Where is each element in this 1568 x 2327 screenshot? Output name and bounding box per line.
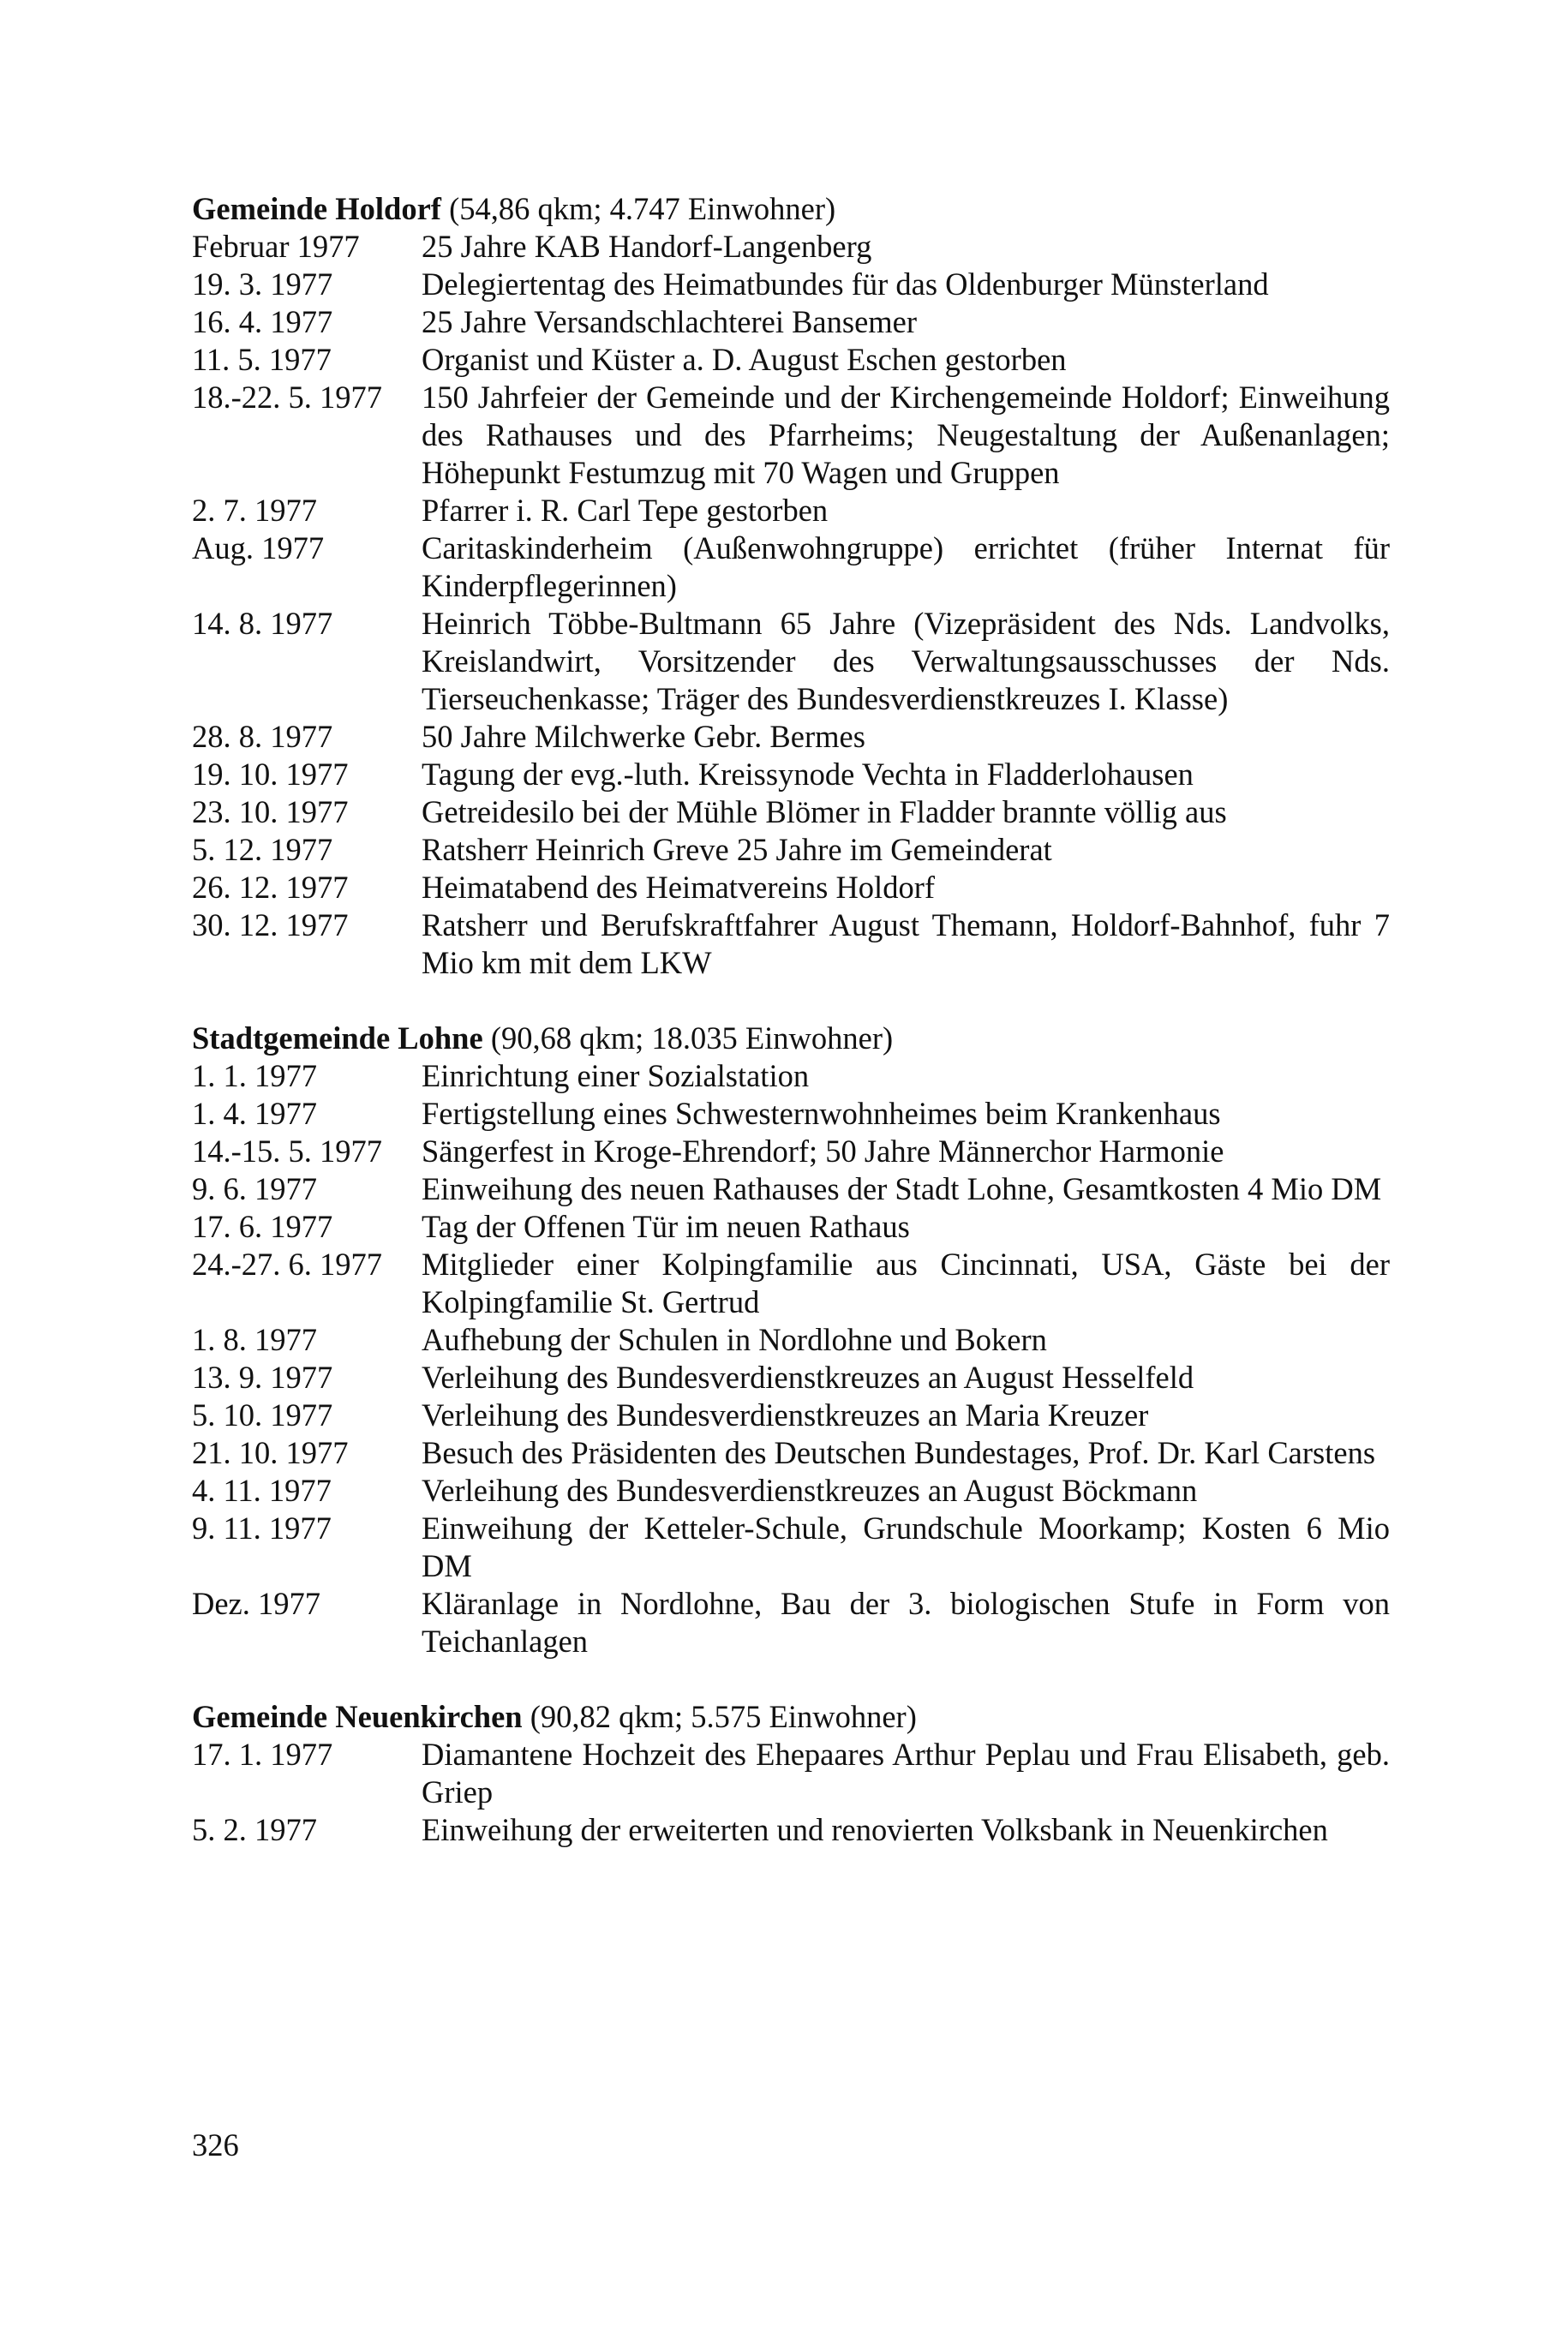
- entry-date: 13. 9. 1977: [192, 1360, 333, 1395]
- entry-text: Verleihung des Bundesverdienstkreuzes an August Hesselfeld: [422, 1360, 1194, 1395]
- entry-row: [192, 869, 1390, 906]
- entry-text: Besuch des Präsidenten des Deutschen Bundestages, Prof. Dr. Karl Carstens: [422, 1435, 1376, 1470]
- entry-row: [192, 228, 1390, 266]
- entry-date: 19. 3. 1977: [192, 266, 333, 302]
- entry-text: Tagung der evg.-luth. Kreissynode Vechta in Fladderlohausen: [422, 757, 1194, 792]
- entry-row: [192, 1434, 1390, 1472]
- entry-date: 2. 7. 1977: [192, 493, 317, 528]
- page-number: 326: [192, 2127, 239, 2162]
- entry-row: [192, 1510, 1390, 1585]
- entry-row: [192, 1208, 1390, 1246]
- entry-row: [192, 831, 1390, 869]
- entry-date: 9. 6. 1977: [192, 1171, 317, 1206]
- entry-date: 1. 8. 1977: [192, 1322, 317, 1357]
- section-info: (54,86 qkm; 4.747 Einwohner): [449, 191, 836, 226]
- entry-date: 19. 10. 1977: [192, 757, 349, 792]
- entry-date: 30. 12. 1977: [192, 907, 349, 942]
- entry-date: 1. 1. 1977: [192, 1058, 317, 1093]
- entry-row: [192, 605, 1390, 718]
- entry-row: [192, 1359, 1390, 1397]
- entry-date: 24.-27. 6. 1977: [192, 1247, 383, 1282]
- section-title: [192, 1698, 1390, 1736]
- entry-row: [192, 341, 1390, 379]
- entry-text: Delegiertentag des Heimatbundes für das Oldenburger Münsterland: [422, 266, 1269, 302]
- entry-row: [192, 1811, 1390, 1849]
- entry-date: 14.-15. 5. 1977: [192, 1134, 383, 1169]
- entry-text: Heinrich Többe-Bultmann 65 Jahre (Vizepräsident des Nds. Landvolks, Kreislandwirt, Vorsitzender des Verwaltungsausschusses der Nds. Tierseuchenkasse; Träger des Bundesverdienstkreuzes I. Klasse): [422, 606, 1390, 716]
- entry-row: [192, 492, 1390, 529]
- entry-text: Tag der Offenen Tür im neuen Rathaus: [422, 1209, 910, 1244]
- entry-date: 5. 2. 1977: [192, 1812, 317, 1847]
- section: [192, 1020, 1390, 1660]
- entry-row: [192, 756, 1390, 793]
- section-title: [192, 1020, 1390, 1057]
- entry-date: 17. 6. 1977: [192, 1209, 333, 1244]
- entry-text: Getreidesilo bei der Mühle Blömer in Fladder brannte völlig aus: [422, 794, 1227, 829]
- entry-date: 23. 10. 1977: [192, 794, 349, 829]
- entry-row: [192, 1170, 1390, 1208]
- entry-row: [192, 1397, 1390, 1434]
- entry-date: 1. 4. 1977: [192, 1096, 317, 1131]
- entry-date: 26. 12. 1977: [192, 870, 349, 905]
- entry-text: Organist und Küster a. D. August Eschen gestorben: [422, 342, 1067, 377]
- entry-date: 5. 12. 1977: [192, 832, 333, 867]
- entry-date: 5. 10. 1977: [192, 1397, 333, 1433]
- entry-date: Februar 1977: [192, 229, 360, 264]
- entry-date: 4. 11. 1977: [192, 1473, 332, 1508]
- section: [192, 190, 1390, 982]
- entry-row: [192, 1095, 1390, 1133]
- entry-text: Einrichtung einer Sozialstation: [422, 1058, 810, 1093]
- entry-text: Kläranlage in Nordlohne, Bau der 3. biologischen Stufe in Form von Teichanlagen: [422, 1586, 1390, 1659]
- entry-date: 28. 8. 1977: [192, 719, 333, 754]
- entry-row: [192, 529, 1390, 605]
- entry-text: Fertigstellung eines Schwesternwohnheimes beim Krankenhaus: [422, 1096, 1221, 1131]
- section-name: Stadtgemeinde Lohne: [192, 1020, 483, 1056]
- entry-row: [192, 1057, 1390, 1095]
- section-name: Gemeinde Neuenkirchen: [192, 1699, 523, 1734]
- entry-text: Pfarrer i. R. Carl Tepe gestorben: [422, 493, 829, 528]
- entry-text: Heimatabend des Heimatvereins Holdorf: [422, 870, 936, 905]
- entry-text: Einweihung der Ketteler-Schule, Grundschule Moorkamp; Kosten 6 Mio DM: [422, 1510, 1390, 1583]
- entry-row: [192, 1736, 1390, 1811]
- entry-text: Sängerfest in Kroge-Ehrendorf; 50 Jahre Männerchor Harmonie: [422, 1134, 1224, 1169]
- entry-date: 9. 11. 1977: [192, 1510, 332, 1546]
- entry-date: 21. 10. 1977: [192, 1435, 349, 1470]
- entry-date: Dez. 1977: [192, 1586, 321, 1621]
- entry-date: 17. 1. 1977: [192, 1737, 333, 1772]
- entry-date: 11. 5. 1977: [192, 342, 332, 377]
- entry-text: Ratsherr Heinrich Greve 25 Jahre im Gemeinderat: [422, 832, 1052, 867]
- section-info: (90,82 qkm; 5.575 Einwohner): [530, 1699, 917, 1734]
- entry-row: [192, 266, 1390, 303]
- entry-row: [192, 1321, 1390, 1359]
- entry-text: 25 Jahre Versandschlachterei Bansemer: [422, 304, 918, 339]
- entry-row: [192, 718, 1390, 756]
- entry-row: [192, 1472, 1390, 1510]
- entry-text: Mitglieder einer Kolpingfamilie aus Cincinnati, USA, Gäste bei der Kolpingfamilie St. Gertrud: [422, 1247, 1390, 1319]
- entry-text: 25 Jahre KAB Handorf-Langenberg: [422, 229, 872, 264]
- entry-row: [192, 1585, 1390, 1660]
- section-title: [192, 190, 1390, 228]
- entry-row: [192, 906, 1390, 982]
- section-name: Gemeinde Holdorf: [192, 191, 441, 226]
- entry-text: Caritaskinderheim (Außenwohngruppe) errichtet (früher Internat für Kinderpflegerinnen): [422, 530, 1390, 603]
- entry-text: Diamantene Hochzeit des Ehepaares Arthur Peplau und Frau Elisabeth, geb. Griep: [422, 1737, 1390, 1810]
- entry-text: Einweihung der erweiterten und renovierten Volksbank in Neuenkirchen: [422, 1812, 1328, 1847]
- entry-row: [192, 303, 1390, 341]
- entry-date: 14. 8. 1977: [192, 606, 333, 641]
- section-info: (90,68 qkm; 18.035 Einwohner): [490, 1020, 894, 1056]
- entry-text: Verleihung des Bundesverdienstkreuzes an Maria Kreuzer: [422, 1397, 1149, 1433]
- entry-row: [192, 793, 1390, 831]
- entry-text: Ratsherr und Berufskraftfahrer August Themann, Holdorf-Bahnhof, fuhr 7 Mio km mit dem LKW: [422, 907, 1390, 980]
- entry-text: Verleihung des Bundesverdienstkreuzes an August Böckmann: [422, 1473, 1198, 1508]
- section: [192, 1698, 1390, 1849]
- entry-row: [192, 1133, 1390, 1170]
- entry-row: [192, 379, 1390, 492]
- entry-text: 150 Jahrfeier der Gemeinde und der Kirchengemeinde Holdorf; Einweihung des Rathauses und des Pfarrheims; Neugestaltung der Außenanlagen; Höhepunkt Festumzug mit 70 Wagen und Gruppen: [422, 380, 1390, 490]
- document-page: [192, 190, 1390, 1849]
- entry-text: Einweihung des neuen Rathauses der Stadt Lohne, Gesamtkosten 4 Mio DM: [422, 1171, 1382, 1206]
- entry-date: 18.-22. 5. 1977: [192, 380, 383, 415]
- entry-row: [192, 1246, 1390, 1321]
- entry-text: 50 Jahre Milchwerke Gebr. Bermes: [422, 719, 865, 754]
- entry-date: Aug. 1977: [192, 530, 325, 565]
- entry-text: Aufhebung der Schulen in Nordlohne und Bokern: [422, 1322, 1047, 1357]
- entry-date: 16. 4. 1977: [192, 304, 333, 339]
